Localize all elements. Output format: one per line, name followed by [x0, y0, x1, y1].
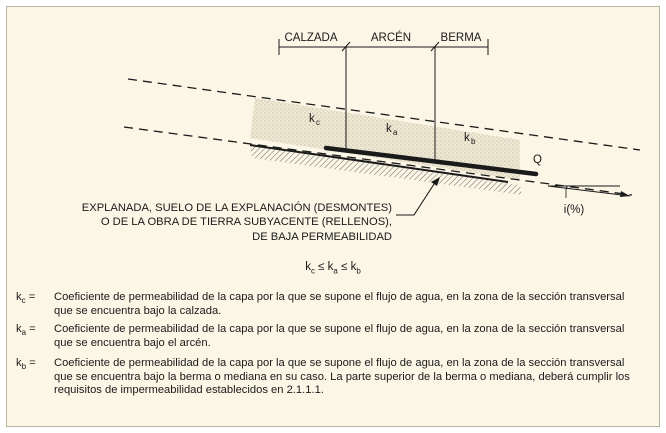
- definition-kc-text: Coeficiente de permeabilidad de la capa por la que se supone el flujo de agua, en la zona de la sección transversal que se encuentra bajo la calzada.: [54, 291, 625, 317]
- header-arcen: ARCÉN: [370, 32, 412, 44]
- definition-kb-symbol: $k_b$ =: [16, 357, 36, 372]
- caption-line-3: DE BAJA PERMEABILIDAD: [252, 230, 392, 243]
- definition-kb: [16, 357, 644, 399]
- caption-leader: [396, 181, 436, 215]
- definition-kb-text: Coeficiente de permeabilidad de la capa por la que se supone el flujo de agua, en la zona de la sección transversal que se encuentra bajo la berma o mediana en su caso. La parte superior de la berma o mediana, deberá cumplir los requisitos de impermeabilidad establecidos en 2.1.1.1.: [54, 357, 630, 397]
- definition-kc-symbol: $k_c$ =: [16, 291, 36, 306]
- label-ka-sub: a: [393, 128, 398, 137]
- label-kb: k: [464, 132, 470, 144]
- definition-kc: [16, 291, 644, 319]
- caption-line-2: O DE LA OBRA DE TIERRA SUBYACENTE (RELLENOS),: [100, 216, 392, 229]
- caption-line-1: EXPLANADA, SUELO DE LA EXPLANACIÓN (DESMONTES): [81, 202, 392, 214]
- slope-arrowhead: [620, 191, 630, 197]
- header-calzada: CALZADA: [284, 32, 338, 44]
- definition-ka: [16, 323, 644, 351]
- label-kc: k: [309, 113, 315, 125]
- definition-ka-text: Coeficiente de permeabilidad de la capa por la que se supone el flujo de agua, en la zona de la sección transversal que se encuentra bajo el arcén.: [54, 323, 625, 349]
- label-kb-sub: b: [471, 137, 476, 146]
- slope-label: i(%): [563, 204, 585, 216]
- subgrade-caption: [50, 201, 392, 244]
- label-ka: k: [386, 123, 392, 135]
- header-berma: BERMA: [440, 32, 482, 44]
- flow-label: Q: [533, 154, 542, 166]
- definition-ka-symbol: $k_a$ =: [16, 323, 36, 338]
- slope-arrow-line: [548, 186, 630, 196]
- label-kc-sub: c: [316, 118, 320, 127]
- permeability-formula: $k_c \le k_a \le k_b$: [305, 261, 361, 276]
